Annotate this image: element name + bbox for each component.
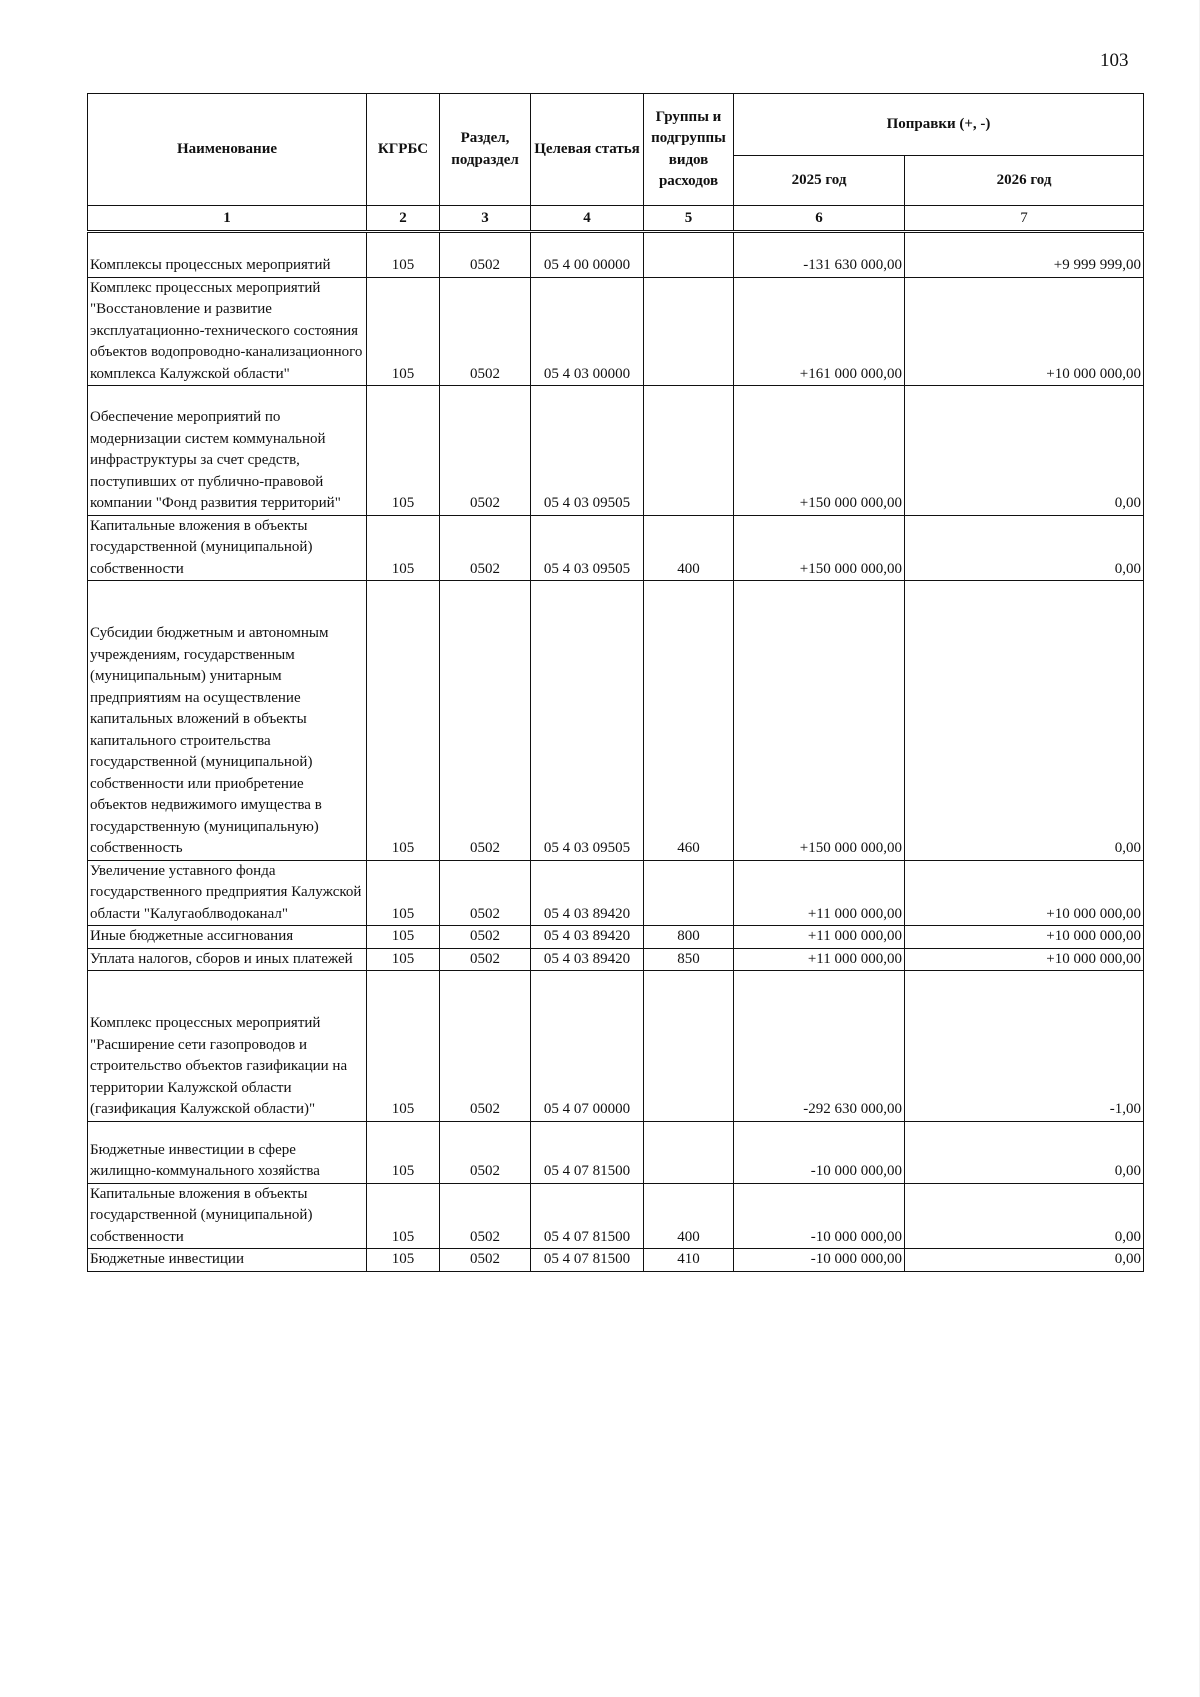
row-kgrbs: 105	[367, 860, 440, 926]
col-number: 7	[905, 206, 1144, 232]
header-year-2026: 2026 год	[905, 156, 1144, 206]
row-group	[644, 1121, 734, 1183]
row-section: 0502	[440, 1249, 531, 1272]
row-kgrbs: 105	[367, 232, 440, 278]
row-name: Капитальные вложения в объекты государственной (муниципальной) собственности	[88, 1183, 367, 1249]
table-header	[88, 94, 1144, 232]
row-name: Уплата налогов, сборов и иных платежей	[88, 948, 367, 971]
table-row	[88, 860, 1144, 926]
row-name: Бюджетные инвестиции в сфере жилищно-коммунального хозяйства	[88, 1121, 367, 1183]
row-group: 400	[644, 515, 734, 581]
row-group	[644, 277, 734, 386]
row-amount-2026: 0,00	[905, 1249, 1144, 1272]
table-row	[88, 948, 1144, 971]
row-target: 05 4 00 00000	[531, 232, 644, 278]
table-row	[88, 515, 1144, 581]
row-amount-2025: +11 000 000,00	[734, 926, 905, 949]
row-group	[644, 386, 734, 516]
table-row	[88, 581, 1144, 861]
table-row	[88, 1183, 1144, 1249]
row-target: 05 4 03 09505	[531, 386, 644, 516]
row-kgrbs: 105	[367, 1121, 440, 1183]
table-row	[88, 1249, 1144, 1272]
header-kgrbs: КГРБС	[367, 94, 440, 206]
row-name: Комплекс процессных мероприятий "Восстановление и развитие эксплуатационно-технического состояния объектов водопроводно-канализационного комплекса Калужской области"	[88, 277, 367, 386]
col-number: 6	[734, 206, 905, 232]
row-amount-2026: 0,00	[905, 386, 1144, 516]
row-kgrbs: 105	[367, 971, 440, 1122]
row-kgrbs: 105	[367, 386, 440, 516]
column-numbers-row	[88, 206, 1144, 232]
row-section: 0502	[440, 581, 531, 861]
row-kgrbs: 105	[367, 581, 440, 861]
row-target: 05 4 07 00000	[531, 971, 644, 1122]
row-group: 410	[644, 1249, 734, 1272]
row-section: 0502	[440, 948, 531, 971]
row-kgrbs: 105	[367, 1183, 440, 1249]
row-kgrbs: 105	[367, 948, 440, 971]
header-amendments: Поправки (+, -)	[734, 94, 1144, 156]
row-amount-2025: -10 000 000,00	[734, 1121, 905, 1183]
row-kgrbs: 105	[367, 926, 440, 949]
row-target: 05 4 03 09505	[531, 581, 644, 861]
row-section: 0502	[440, 971, 531, 1122]
row-target: 05 4 07 81500	[531, 1121, 644, 1183]
row-target: 05 4 03 89420	[531, 926, 644, 949]
table-row	[88, 386, 1144, 516]
row-amount-2025: -131 630 000,00	[734, 232, 905, 278]
row-name: Увеличение уставного фонда государственного предприятия Калужской области "Калугаоблводоканал"	[88, 860, 367, 926]
col-number: 5	[644, 206, 734, 232]
row-section: 0502	[440, 1183, 531, 1249]
row-target: 05 4 03 89420	[531, 860, 644, 926]
row-name: Бюджетные инвестиции	[88, 1249, 367, 1272]
row-amount-2026: +9 999 999,00	[905, 232, 1144, 278]
row-amount-2026: -1,00	[905, 971, 1144, 1122]
row-name: Субсидии бюджетным и автономным учреждениям, государственным (муниципальным) унитарным предприятиям на осуществление капитальных вложений в объекты капитального строительства государственной (муниципальной) собственности или приобретение объектов недвижимого имущества в государственную (муниципальную) собственность	[88, 581, 367, 861]
row-amount-2025: +150 000 000,00	[734, 386, 905, 516]
row-amount-2026: +10 000 000,00	[905, 948, 1144, 971]
row-amount-2025: -10 000 000,00	[734, 1183, 905, 1249]
row-name: Комплексы процессных мероприятий	[88, 232, 367, 278]
page-number: 103	[1100, 50, 1129, 71]
row-amount-2025: +150 000 000,00	[734, 515, 905, 581]
row-target: 05 4 03 09505	[531, 515, 644, 581]
header-year-2025: 2025 год	[734, 156, 905, 206]
row-name: Обеспечение мероприятий по модернизации систем коммунальной инфраструктуры за счет средств, поступивших от публично-правовой компании "Фонд развития территорий"	[88, 386, 367, 516]
row-target: 05 4 03 00000	[531, 277, 644, 386]
header-name: Наименование	[88, 94, 367, 206]
row-amount-2025: +11 000 000,00	[734, 948, 905, 971]
amendments-table	[87, 93, 1144, 1272]
row-section: 0502	[440, 1121, 531, 1183]
row-amount-2025: +11 000 000,00	[734, 860, 905, 926]
col-number: 2	[367, 206, 440, 232]
row-name: Иные бюджетные ассигнования	[88, 926, 367, 949]
table-row	[88, 971, 1144, 1122]
table-row	[88, 232, 1144, 278]
row-section: 0502	[440, 515, 531, 581]
row-section: 0502	[440, 232, 531, 278]
row-amount-2026: +10 000 000,00	[905, 926, 1144, 949]
col-number: 3	[440, 206, 531, 232]
table-row	[88, 1121, 1144, 1183]
row-name: Капитальные вложения в объекты государственной (муниципальной) собственности	[88, 515, 367, 581]
row-amount-2026: +10 000 000,00	[905, 860, 1144, 926]
row-section: 0502	[440, 926, 531, 949]
row-section: 0502	[440, 386, 531, 516]
row-amount-2025: +161 000 000,00	[734, 277, 905, 386]
row-section: 0502	[440, 277, 531, 386]
row-group	[644, 971, 734, 1122]
row-target: 05 4 07 81500	[531, 1249, 644, 1272]
row-section: 0502	[440, 860, 531, 926]
table-row	[88, 277, 1144, 386]
row-amount-2026: 0,00	[905, 581, 1144, 861]
row-name: Комплекс процессных мероприятий "Расширение сети газопроводов и строительство объектов газификации на территории Калужской области (газификация Калужской области)"	[88, 971, 367, 1122]
row-group	[644, 232, 734, 278]
row-target: 05 4 07 81500	[531, 1183, 644, 1249]
col-number: 1	[88, 206, 367, 232]
row-kgrbs: 105	[367, 277, 440, 386]
row-group	[644, 860, 734, 926]
row-amount-2025: -292 630 000,00	[734, 971, 905, 1122]
row-target: 05 4 03 89420	[531, 948, 644, 971]
row-group: 800	[644, 926, 734, 949]
col-number: 4	[531, 206, 644, 232]
row-amount-2026: +10 000 000,00	[905, 277, 1144, 386]
row-amount-2025: -10 000 000,00	[734, 1249, 905, 1272]
row-kgrbs: 105	[367, 515, 440, 581]
row-group: 850	[644, 948, 734, 971]
row-kgrbs: 105	[367, 1249, 440, 1272]
header-groups: Группы и подгруппы видов расходов	[644, 94, 734, 206]
header-section: Раздел, подраздел	[440, 94, 531, 206]
row-amount-2025: +150 000 000,00	[734, 581, 905, 861]
row-amount-2026: 0,00	[905, 1121, 1144, 1183]
row-group: 400	[644, 1183, 734, 1249]
table-row	[88, 926, 1144, 949]
row-amount-2026: 0,00	[905, 1183, 1144, 1249]
header-target: Целевая статья	[531, 94, 644, 206]
row-group: 460	[644, 581, 734, 861]
row-amount-2026: 0,00	[905, 515, 1144, 581]
